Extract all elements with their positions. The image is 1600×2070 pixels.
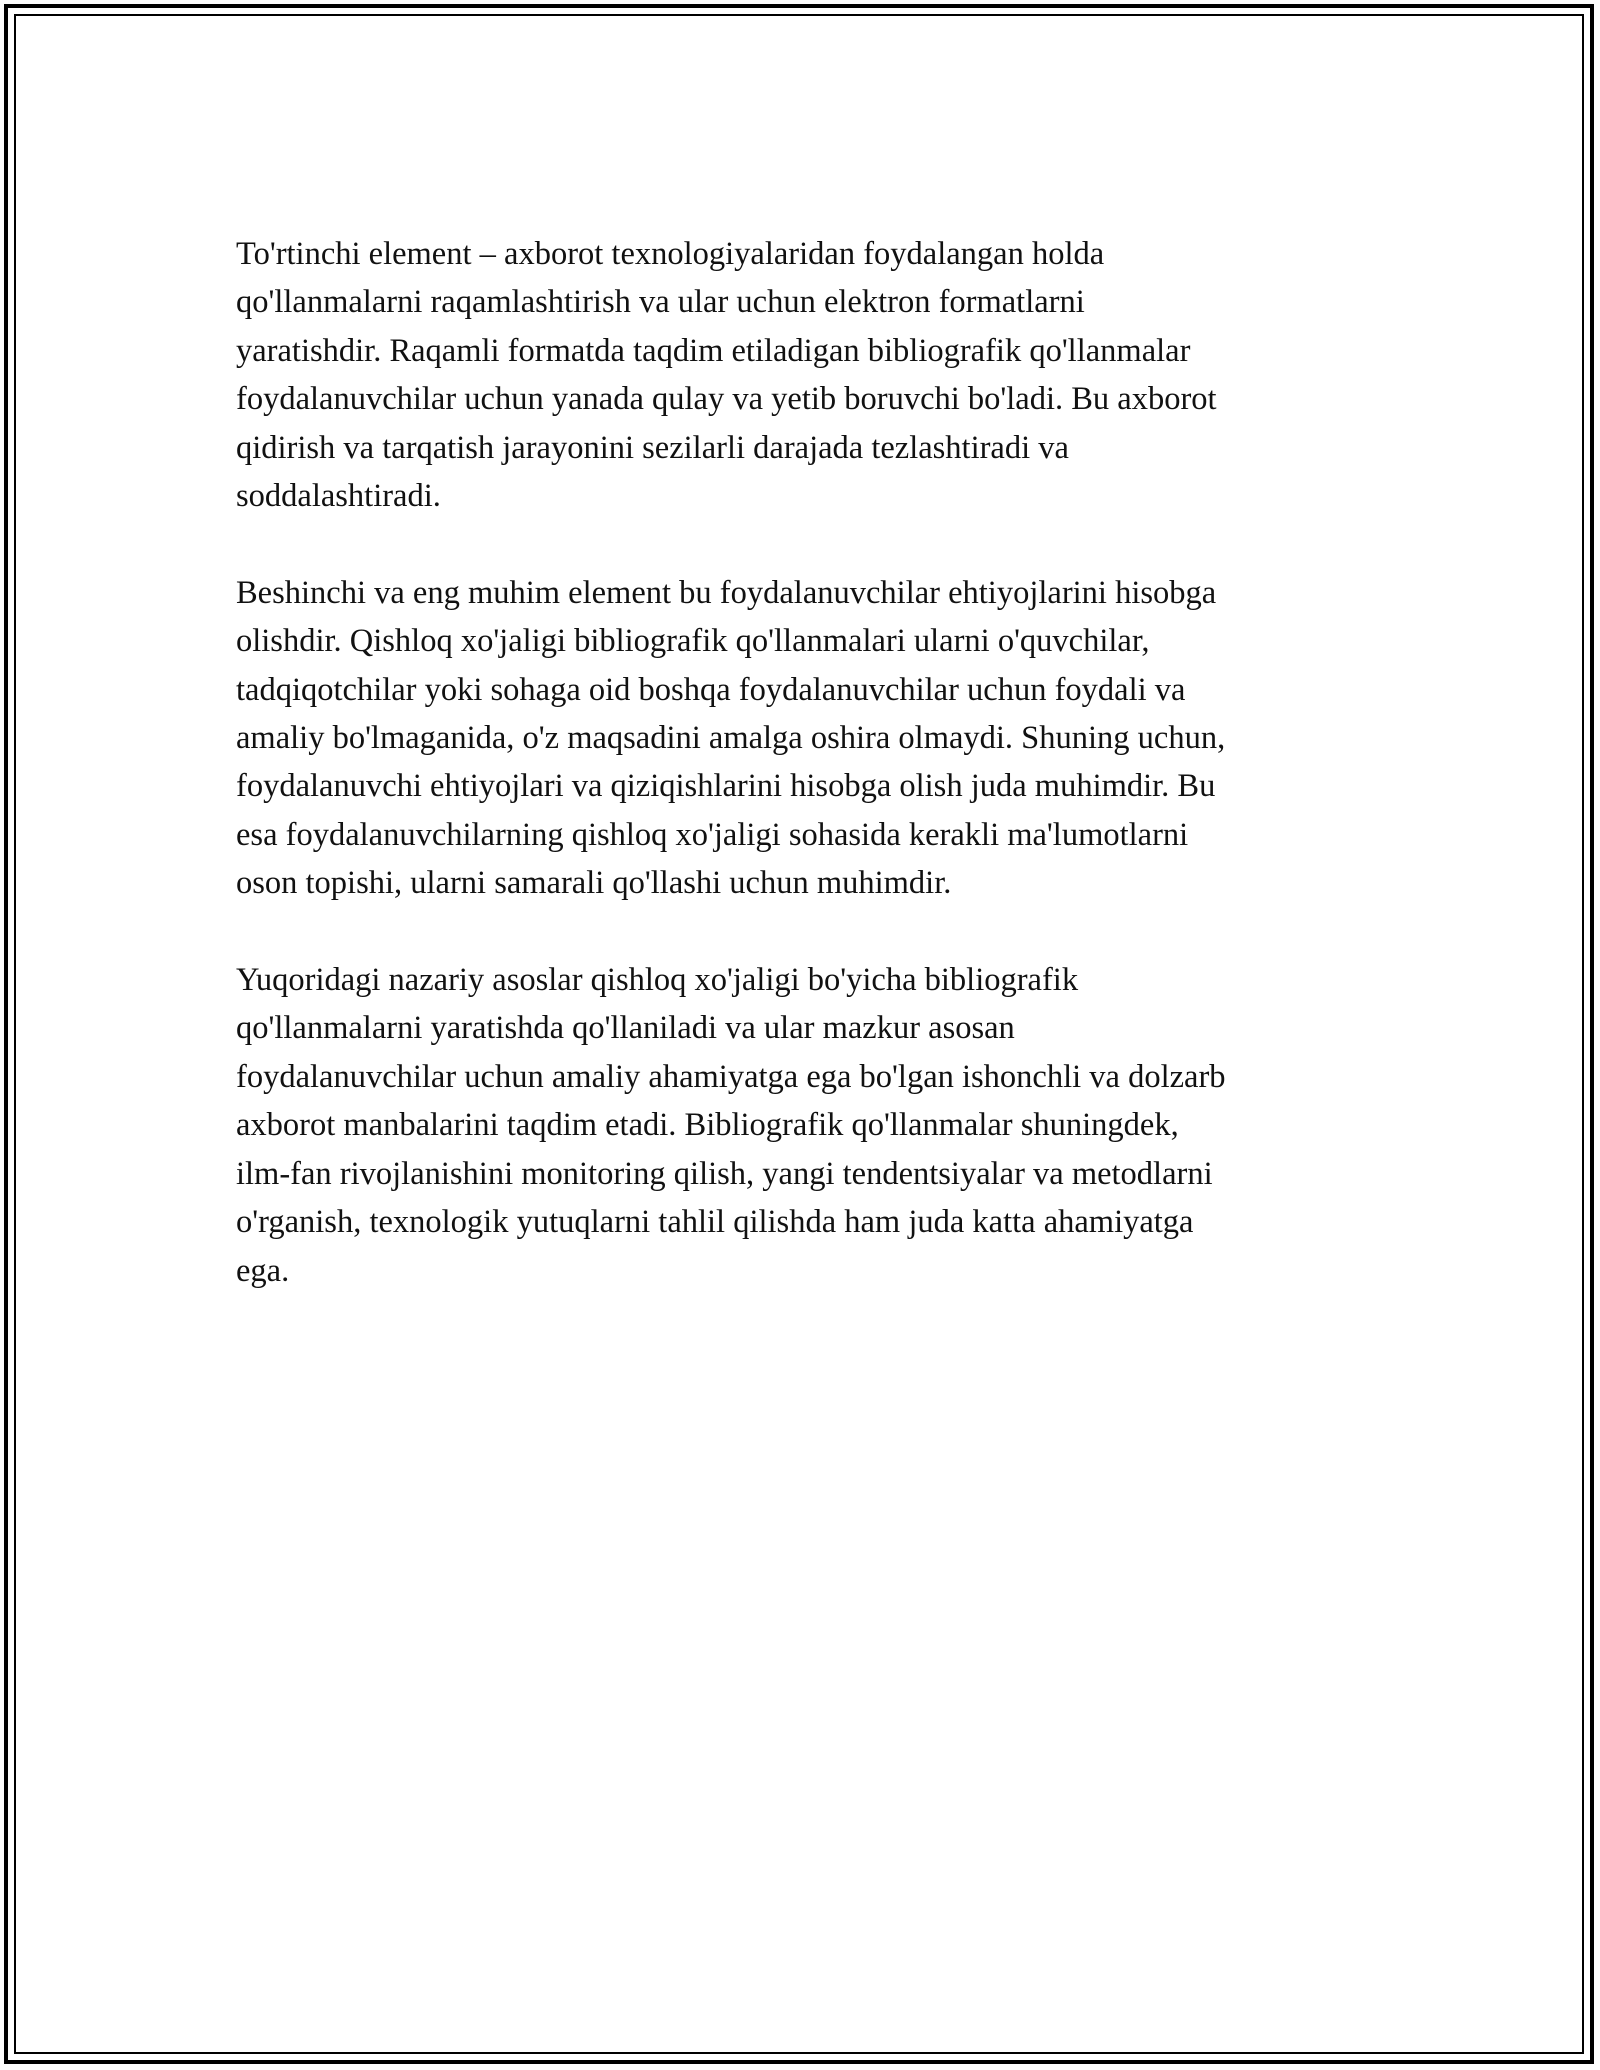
text-line: axborot manbalarini taqdim etadi. Bibliografik qo'llanmalar shuningdek, <box>236 1107 1179 1144</box>
text-line: foydalanuvchilar uchun amaliy ahamiyatga ega bo'lgan ishonchli va dolzarb <box>236 1058 1226 1095</box>
text-line: Yuqoridagi nazariy asoslar qishloq xo'jaligi bo'yicha bibliografik <box>236 962 1079 999</box>
text-line: Beshinchi va eng muhim element bu foydalanuvchilar ehtiyojlarini hisobga <box>236 574 1217 611</box>
paragraph-1 <box>236 230 1356 520</box>
text-line: tadqiqotchilar yoki sohaga oid boshqa foydalanuvchilar uchun foydali va <box>236 671 1186 708</box>
text-line: qo'llanmalarni raqamlashtirish va ular uchun elektron formatlarni <box>236 284 1085 321</box>
text-line: amaliy bo'lmaganida, o'z maqsadini amalga oshira olmaydi. Shuning uchun, <box>236 720 1226 757</box>
text-line: foydalanuvchilar uchun yanada qulay va yetib boruvchi bo'ladi. Bu axborot <box>236 381 1217 418</box>
text-line: oson topishi, ularni samarali qo'llashi uchun muhimdir. <box>236 865 952 902</box>
text-line: o'rganish, texnologik yutuqlarni tahlil qilishda ham juda katta ahamiyatga <box>236 1204 1194 1241</box>
text-line: yaratishdir. Raqamli formatda taqdim etiladigan bibliografik qo'llanmalar <box>236 332 1191 369</box>
text-line: qidirish va tarqatish jarayonini sezilarli darajada tezlashtiradi va <box>236 429 1069 466</box>
text-line: esa foydalanuvchilarning qishloq xo'jaligi sohasida kerakli ma'lumotlarni <box>236 816 1189 853</box>
text-line: To'rtinchi element – axborot texnologiyalaridan foydalangan holda <box>236 236 1105 272</box>
text-line: olishdir. Qishloq xo'jaligi bibliografik qo'llanmalari ularni o'quvchilar, <box>236 623 1150 660</box>
text-line: soddalashtiradi. <box>236 478 441 515</box>
paragraph-3 <box>236 956 1356 1295</box>
text-line: qo'llanmalarni yaratishda qo'llaniladi va ular mazkur asosan <box>236 1010 1015 1047</box>
document-body <box>236 230 1356 1343</box>
text-line: ilm-fan rivojlanishini monitoring qilish, yangi tendentsiyalar va metodlarni <box>236 1155 1213 1192</box>
text-line: foydalanuvchi ehtiyojlari va qiziqishlarini hisobga olish juda muhimdir. Bu <box>236 768 1216 805</box>
paragraph-2 <box>236 569 1356 908</box>
text-line: ega. <box>236 1252 290 1289</box>
